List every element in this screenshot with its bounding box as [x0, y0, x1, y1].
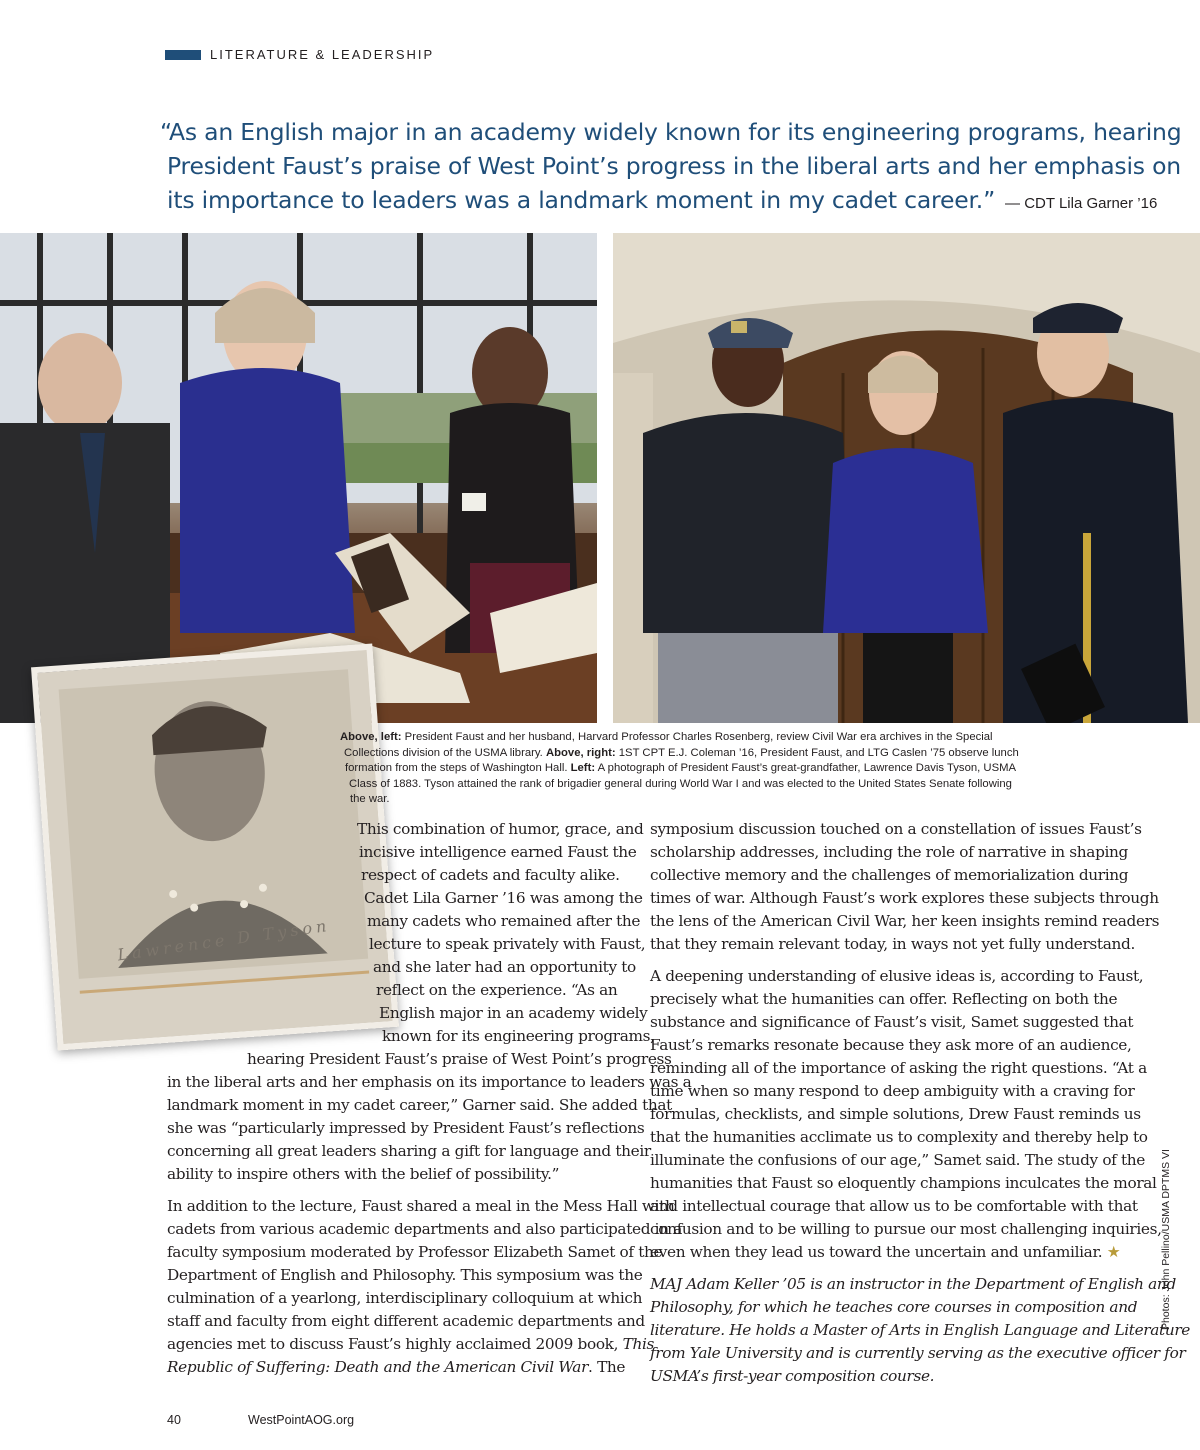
body-text: . The	[588, 1358, 626, 1376]
photo-washington-hall	[613, 233, 1200, 723]
body-line: staff and faculty from eight different academic departments and	[167, 1312, 645, 1330]
body-line: confusion and to be willing to pursue our most challenging inquiries,	[650, 1220, 1162, 1238]
body-line	[167, 1358, 625, 1376]
caption-lead: Above, left:	[340, 731, 402, 743]
author-bio-line: USMA’s first-year composition course.	[650, 1367, 935, 1385]
body-line: Faust’s remarks resonate because they ask more of an audience,	[650, 1036, 1132, 1054]
body-line: scholarship addresses, including the role of narrative in shaping	[650, 843, 1128, 861]
body-line: illuminate the confusions of our age,” Samet said. The study of the	[650, 1151, 1146, 1169]
pull-quote-line: “As an English major in an academy widely known for its engineering programs, hearing	[160, 118, 1182, 146]
body-line: collective memory and the challenges of memorialization during	[650, 866, 1129, 884]
body-text: even when they lead us toward the uncertain and unfamiliar.	[650, 1243, 1107, 1261]
body-line: she was “particularly impressed by President Faust’s reflections	[167, 1119, 645, 1137]
body-line: concerning all great leaders sharing a gift for language and their	[167, 1142, 651, 1160]
author-bio-line: Philosophy, for which he teaches core courses in composition and	[650, 1298, 1138, 1316]
body-line: precisely what the humanities can offer. Reflecting on both the	[650, 990, 1118, 1008]
caption-text: A photograph of President Faust’s great-grandfather, Lawrence Davis Tyson, USMA	[595, 762, 1017, 774]
author-bio-line: from Yale University and is currently serving as the executive officer for	[650, 1344, 1186, 1362]
body-line: This combination of humor, grace, and	[357, 820, 644, 838]
author-bio-line: literature. He holds a Master of Arts in English Language and Literature	[650, 1321, 1191, 1339]
section-color-bar	[165, 50, 201, 60]
caption-lead: Above, right:	[545, 746, 616, 759]
caption-text: 1ST CPT E.J. Coleman ’16, President Faust, and LTG Caslen ’75 observe lunch	[615, 746, 1019, 759]
photo-tyson-portrait	[31, 644, 399, 1051]
pull-quote-line-text: its importance to leaders was a landmark moment in my cadet career.”	[167, 186, 996, 214]
caption-lead: Left:	[570, 762, 596, 774]
body-line: that the humanities acclimate us to complexity and thereby help to	[650, 1128, 1148, 1146]
caption-line: the war.	[350, 793, 390, 805]
body-line: lecture to speak privately with Faust,	[369, 935, 646, 953]
portrait-inscription: Lawrence D Tyson	[116, 915, 332, 965]
body-line: known for its engineering programs,	[382, 1027, 655, 1045]
body-line: English major in an academy widely	[379, 1004, 648, 1022]
body-line: A deepening understanding of elusive ideas is, according to Faust,	[650, 967, 1144, 985]
pull-quote-line: President Faust’s praise of West Point’s progress in the liberal arts and her emphasis on	[167, 152, 1181, 180]
photo-tyson-portrait-illustration	[37, 650, 392, 1044]
book-title: Republic of Suffering: Death and the American Civil War	[167, 1358, 589, 1376]
caption-line: Class of 1883. Tyson attained the rank of brigadier general during World War I and was elected to the United States Senate following	[349, 777, 1012, 790]
body-line: hearing President Faust’s praise of West Point’s progress	[247, 1050, 672, 1068]
author-bio-line: MAJ Adam Keller ’05 is an instructor in the Department of English and	[650, 1275, 1176, 1293]
body-line: landmark moment in my cadet career,” Garner said. She added that	[167, 1096, 672, 1114]
caption-line	[340, 761, 1110, 777]
body-line: many cadets who remained after the	[367, 912, 641, 930]
body-line: the lens of the American Civil War, her keen insights remind readers	[650, 912, 1160, 930]
body-line	[650, 1243, 1120, 1261]
book-title: This	[622, 1335, 655, 1353]
body-line: substance and significance of Faust’s visit, Samet suggested that	[650, 1013, 1134, 1031]
body-line: in the liberal arts and her emphasis on its importance to leaders was a	[167, 1073, 692, 1091]
caption-line	[340, 746, 1110, 762]
body-line: and she later had an opportunity to	[373, 958, 636, 976]
photo-credit: Photos: John Pellino/USMA DPTMS VI	[1160, 1149, 1172, 1330]
body-line: Department of English and Philosophy. This symposium was the	[167, 1266, 643, 1284]
footer-website[interactable]: WestPointAOG.org	[248, 1413, 355, 1427]
body-line	[167, 1335, 654, 1353]
star-icon: ★	[1106, 1243, 1121, 1261]
body-line: formulas, checklists, and simple solutions, Drew Faust reminds us	[650, 1105, 1141, 1123]
quote-attribution: — CDT Lila Garner ’16	[1005, 195, 1158, 212]
body-line: incisive intelligence earned Faust the	[359, 843, 637, 861]
caption-line	[340, 730, 1110, 746]
photo-washington-hall-illustration	[613, 233, 1200, 723]
body-line: culmination of a yearlong, interdisciplinary colloquium at which	[167, 1289, 643, 1307]
body-line: faculty symposium moderated by Professor Elizabeth Samet of the	[167, 1243, 663, 1261]
body-line: In addition to the lecture, Faust shared a meal in the Mess Hall with	[167, 1197, 675, 1215]
body-line: Cadet Lila Garner ’16 was among the	[364, 889, 643, 907]
body-line: that they remain relevant today, in ways not yet fully understand.	[650, 935, 1135, 953]
body-line: reminding all of the importance of asking the right questions. “At a	[650, 1059, 1147, 1077]
body-line: respect of cadets and faculty alike.	[361, 866, 620, 884]
body-line: humanities that Faust so eloquently champions inculcates the moral	[650, 1174, 1157, 1192]
page-number: 40	[167, 1413, 181, 1427]
body-line: and intellectual courage that allow us to be comfortable with that	[650, 1197, 1138, 1215]
caption-text: President Faust and her husband, Harvard Professor Charles Rosenberg, review Civil War era archives in the Special	[401, 731, 993, 743]
caption-text: Collections division of the USMA library.	[344, 746, 546, 759]
body-line: cadets from various academic departments and also participated in a	[167, 1220, 682, 1238]
body-line: symposium discussion touched on a constellation of issues Faust’s	[650, 820, 1142, 838]
photo-caption	[340, 730, 1110, 808]
pull-quote-line	[160, 183, 1158, 221]
caption-text: formation from the steps of Washington Hall.	[345, 762, 571, 774]
body-line: ability to inspire others with the belief of possibility.”	[167, 1165, 560, 1183]
body-line: reflect on the experience. “As an	[376, 981, 618, 999]
section-label: LITERATURE & LEADERSHIP	[210, 47, 435, 62]
body-line: times of war. Although Faust’s work explores these subjects through	[650, 889, 1159, 907]
pull-quote	[160, 115, 1182, 221]
body-line: time when so many respond to deep ambiguity with a craving for	[650, 1082, 1135, 1100]
body-text: agencies met to discuss Faust’s highly acclaimed 2009 book,	[167, 1335, 623, 1353]
